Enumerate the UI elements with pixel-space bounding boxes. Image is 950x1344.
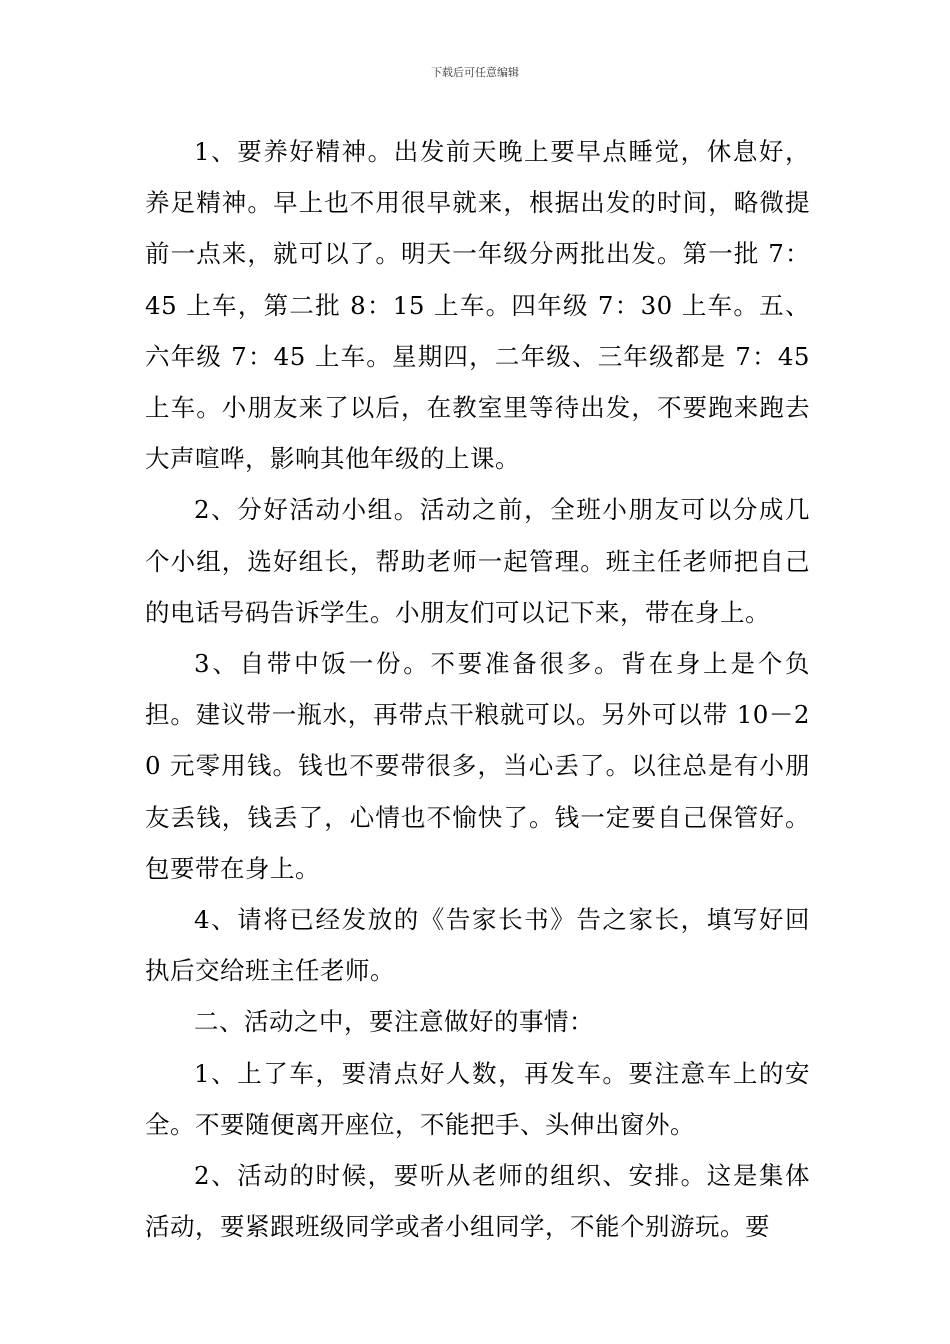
paragraph-lunch-money: 3、自带中饭一份。不要准备很多。背在身上是个负担。建议带一瓶水，再带点干粮就可以。另外可以带 10－20 元零用钱。钱也不要带很多，当心丢了。以往总是有小朋友丢钱，钱丢了，心情也不愉快了。钱一定要自己保管好。包要带在身上。 [145, 649, 810, 883]
paragraph-parent-letter: 4、请将已经发放的《告家长书》告之家长，填写好回执后交给班主任老师。 [145, 905, 810, 986]
section-heading-during-activity: 二、活动之中，要注意做好的事情： [194, 1007, 594, 1037]
paragraph-bus-safety: 1、上了车，要清点好人数，再发车。要注意车上的安全。不要随便离开座位，不能把手、头伸出窗外。 [145, 1058, 810, 1139]
paragraph-activity-groups: 2、分好活动小组。活动之前，全班小朋友可以分成几个小组，选好组长，帮助老师一起管理。班主任老师把自己的电话号码告诉学生。小朋友们可以记下来，带在身上。 [145, 495, 810, 627]
paragraph-follow-teacher: 2、活动的时候，要听从老师的组织、安排。这是集体活动，要紧跟班级同学或者小组同学，不能个别游玩。要 [145, 1161, 810, 1242]
document-body [145, 126, 810, 1252]
paragraph-preparation-rest: 1、要养好精神。出发前天晚上要早点睡觉，休息好，养足精神。早上也不用很早就来，根据出发的时间，略微提前一点来，就可以了。明天一年级分两批出发。第一批 7：45 上车，第二批 8：15 上车。四年级 7：30 上车。五、六年级 7：45 上车。星期四，二年级、三年级都是 7：45 上车。小朋友来了以后，在教室里等待出发，不要跑来跑去大声喧哗，影响其他年级的上课。 [145, 137, 810, 474]
page-header: 下载后可任意编辑 [431, 66, 519, 79]
